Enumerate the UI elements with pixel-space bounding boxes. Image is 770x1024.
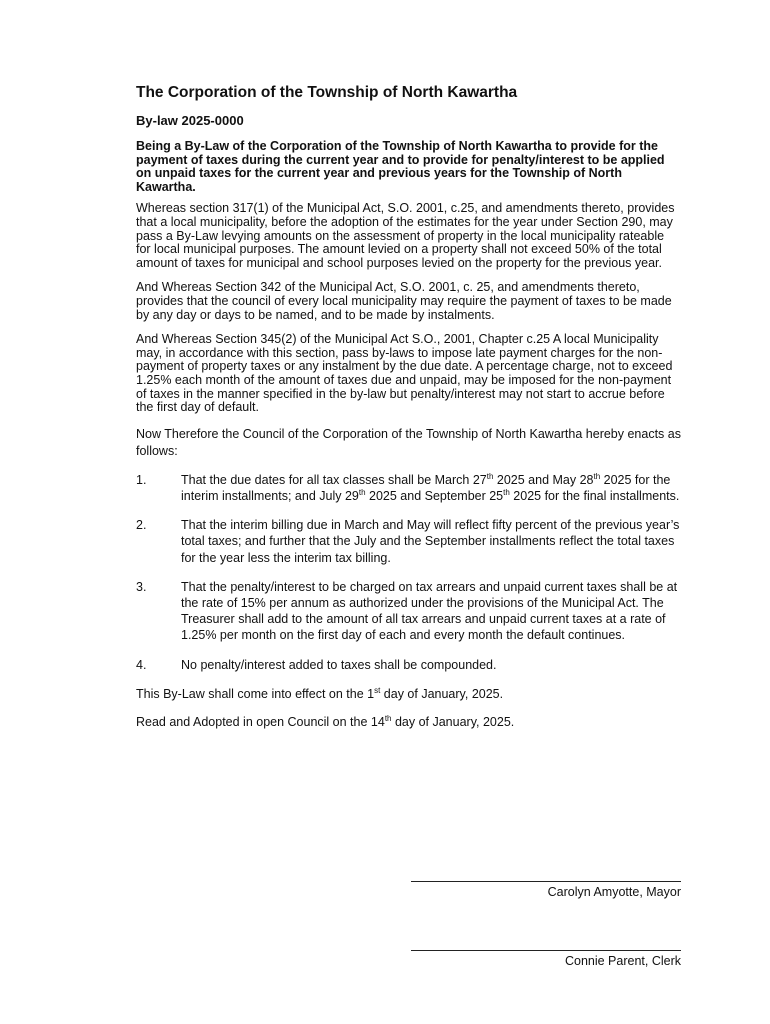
enactment-item-2 [136,517,681,566]
signature-line [411,950,681,951]
mayor-signature-block [411,881,681,899]
item-number: 3. [136,579,147,594]
item-number: 1. [136,472,147,487]
whereas-clause-1: Whereas section 317(1) of the Municipal Act, S.O. 2001, c.25, and amendments thereto, provides that a local municipality, before the adoption of the estimates for the year under Section 290, may pass a By-Law levying amounts on the assessment of property in the local municipality rateable for local municipal purposes. The amount levied on a property shall not exceed 50% of the total amount of taxes for municipal and school purposes levied on the property for the previous year. [136,201,675,270]
enactment-item-3 [136,579,681,644]
adoption-clause: Read and Adopted in open Council on the 14th day of January, 2025. [136,713,515,729]
whereas-clause-2: And Whereas Section 342 of the Municipal Act, S.O. 2001, c. 25, and amendments thereto, provides that the council of every local municipality may require the payment of taxes to be made by any day or days to be named, and to be made by instalments. [136,280,672,322]
mayor-name: Carolyn Amyotte, Mayor [547,885,681,899]
enactment-item-4 [136,657,681,673]
effective-date-clause: This By-Law shall come into effect on the 1st day of January, 2025. [136,685,504,701]
document-body [136,84,681,742]
clerk-name: Connie Parent, Clerk [564,954,681,968]
item-text: That the due dates for all tax classes shall be March 27th 2025 and May 28th 2025 for the interim installments; and July 29th 2025 and September 25th 2025 for the final installments. [181,471,680,503]
item-text: That the interim billing due in March and May will reflect fifty percent of the previous year’s total taxes; and further that the July and the September installments reflect the total taxes for the year less the interim tax billing. [181,518,680,565]
whereas-clause-3: And Whereas Section 345(2) of the Municipal Act S.O., 2001, Chapter c.25 A local Municipality may, in accordance with this section, pass by-laws to impose late payment charges for the non-payment of property taxes or any instalment by the due date. A percentage charge, not to exceed 1.25% each month of the amount of taxes due and unpaid, may be imposed for the non-payment of taxes in the manner specified in the by-law but penalty/interest may not start to accrue before the first day of default. [136,332,673,415]
bylaw-number: By-law 2025-0000 [136,113,244,128]
preamble: Being a By-Law of the Corporation of the Township of North Kawartha to provide for the payment of taxes during the current year and to provide for penalty/interest to be applied on unpaid taxes for the current year and previous years for the Township of North Kawartha. [136,139,665,194]
clerk-signature-block [411,950,681,968]
item-text: No penalty/interest added to taxes shall be compounded. [181,657,497,672]
document-title: The Corporation of the Township of North Kawartha [136,84,518,101]
signature-line [411,881,681,882]
item-number: 4. [136,657,147,672]
enacting-clause: Now Therefore the Council of the Corporation of the Township of North Kawartha hereby enacts as follows: [136,426,681,458]
enactment-item-1 [136,472,681,504]
item-number: 2. [136,518,147,533]
item-text: That the penalty/interest to be charged on tax arrears and unpaid current taxes shall be at the rate of 15% per annum as authorized under the provisions of the Municipal Act. The Treasurer shall add to the amount of all tax arrears and unpaid current taxes at a rate of 1.25% per month on the first day of each and every month the default continues. [181,579,678,643]
